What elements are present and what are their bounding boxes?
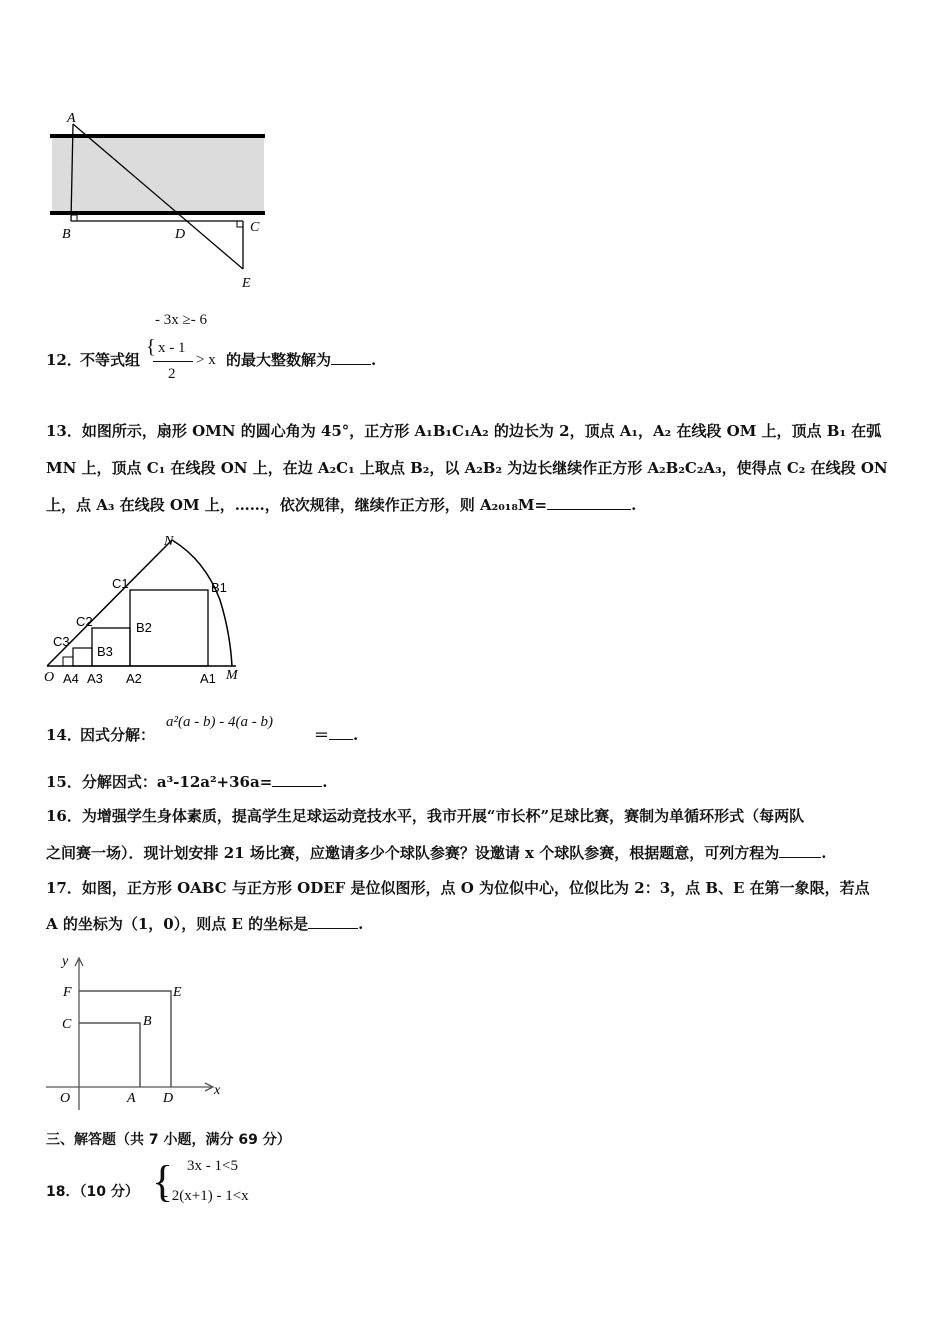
label-c1: C1 [112, 576, 129, 591]
q12-ineq-numerator: x - 1 [158, 340, 186, 356]
q12-ineq-top: - 3x ≥- 6 [155, 312, 207, 328]
q17-line2: A 的坐标为（1，0），则点 E 的坐标是 [46, 915, 309, 933]
label-n: N [164, 534, 174, 549]
label-d: D [175, 227, 186, 242]
square-odef [79, 991, 171, 1087]
label-b: B [143, 1014, 152, 1029]
q16-line2: 之间赛一场）．现计划安排 21 场比赛，应邀请多少个球队参赛？设邀请 x 个球队参赛，根据题意，可列方程为 [46, 844, 780, 862]
q12-tail-text: 的最大整数解为 [226, 351, 332, 369]
label-x: x [214, 1083, 221, 1098]
label-b: B [62, 227, 71, 242]
q18-brace: { [152, 1157, 174, 1206]
label-b2: B2 [136, 620, 152, 635]
label-y: y [62, 954, 69, 969]
q13-line3-text: 上，点 A₃ 在线段 OM 上，……，依次规律，继续作正方形，则 A₂₀₁₈M= [46, 496, 548, 514]
q14-number: 14． [46, 726, 82, 744]
q15-text: 15．分解因式：a³-12a²+36a= [46, 773, 273, 791]
label-o: O [44, 670, 55, 685]
q16-line1: 16．为增强学生身体素质，提高学生足球运动竞技水平，我市开展“市长杯”足球比赛，赛制为单循环形式（每两队 [46, 807, 805, 825]
label-d: D [163, 1091, 174, 1106]
q18-eq1: 3x - 1<5 [187, 1158, 238, 1174]
q12-ineq-denominator: 2 [168, 366, 176, 382]
label-a2: A2 [126, 671, 142, 686]
label-f: F [63, 985, 72, 1000]
label-a: A [127, 1091, 136, 1106]
q13-end: . [631, 496, 637, 514]
q12-number: 12． [46, 351, 82, 369]
label-c2: C2 [76, 614, 93, 629]
label-b3: B3 [97, 644, 113, 659]
label-a3: A3 [87, 671, 103, 686]
label-c: C [62, 1017, 72, 1032]
label-a: A [67, 111, 76, 126]
label-b1: B1 [211, 580, 227, 595]
label-a4: A4 [63, 671, 79, 686]
label-e: E [242, 276, 251, 291]
section3-title: 三、解答题（共 7 小题，满分 69 分） [46, 1132, 291, 1148]
q13-line2: MN 上，顶点 C₁ 在线段 ON 上，在边 A₂C₁ 上取点 B₂，以 A₂B₂ 为边长继续作正方形 A₂B₂C₂A₃，使得点 C₂ 在线段 ON [46, 459, 888, 477]
q18-number: 18．（10 分） [46, 1184, 139, 1200]
q18-eq2: - 2(x+1) - 1<x [163, 1188, 249, 1204]
label-o: O [60, 1091, 71, 1106]
label-m: M [226, 668, 238, 683]
q14-expression: a²(a - b) - 4(a - b) [166, 714, 273, 730]
q13-line1: 13．如图所示，扇形 OMN 的圆心角为 45°，正方形 A₁B₁C₁A₂ 的边长为 2，顶点 A₁，A₂ 在线段 OM 上，顶点 B₁ 在弧 [46, 422, 882, 440]
q17-end: . [358, 915, 364, 933]
q12-ineq-rhs: > x [196, 352, 216, 368]
q15-end: . [322, 773, 328, 791]
q12-end: . [371, 351, 377, 369]
q14-eq: ＝ [314, 726, 330, 744]
square-oabc [79, 1023, 140, 1087]
label-e: E [173, 985, 182, 1000]
q14-text: 因式分解： [80, 726, 156, 744]
label-a1: A1 [200, 671, 216, 686]
q12-brace: { [146, 336, 156, 358]
q14-end: . [353, 726, 359, 744]
label-c: C [250, 220, 260, 235]
q12-text: 不等式组 [80, 351, 141, 369]
q16-end: . [821, 844, 827, 862]
q17-line1: 17．如图，正方形 OABC 与正方形 ODEF 是位似图形，点 O 为位似中心，位似比为 2：3，点 B、E 在第一象限，若点 [46, 879, 870, 897]
label-c3: C3 [53, 634, 70, 649]
